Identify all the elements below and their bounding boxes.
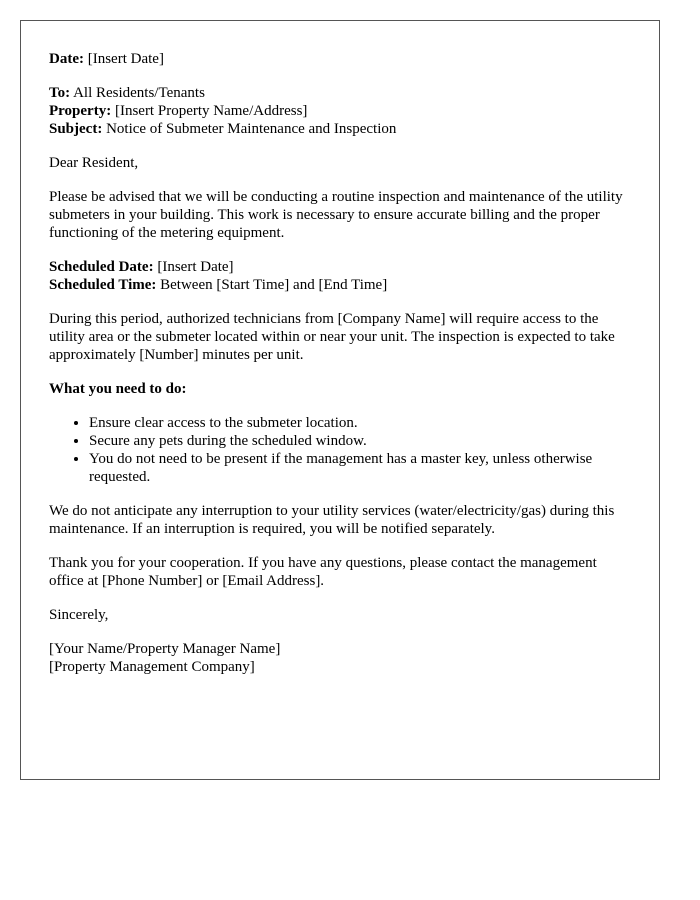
scheduled-date-line bbox=[49, 258, 631, 276]
to-line bbox=[49, 84, 631, 102]
subject-value: Notice of Submeter Maintenance and Inspection bbox=[106, 121, 397, 137]
to-label: To: bbox=[49, 85, 71, 101]
scheduled-time-line bbox=[49, 276, 631, 294]
list-item: • Ensure clear access to the submeter location. bbox=[89, 414, 631, 432]
todo-list bbox=[49, 414, 631, 486]
signature-block bbox=[49, 640, 631, 676]
scheduled-time-value: Between [Start Time] and [End Time] bbox=[160, 277, 388, 293]
thanks-paragraph: Thank you for your cooperation. If you have any questions, please contact the management office at [Phone Number] or [Email Address]. bbox=[49, 555, 597, 589]
subject-label: Subject: bbox=[49, 121, 103, 137]
interruption-paragraph: We do not anticipate any interruption to your utility services (water/electricity/gas) during this maintenance. If an interruption is required, you will be notified separately. bbox=[49, 503, 615, 537]
property-value: [Insert Property Name/Address] bbox=[114, 103, 308, 119]
greeting: Dear Resident, bbox=[49, 155, 139, 171]
property-line bbox=[49, 102, 631, 120]
list-item: • Secure any pets during the scheduled window. bbox=[89, 432, 631, 450]
date-line bbox=[49, 50, 631, 68]
signer-name: [Your Name/Property Manager Name] bbox=[49, 641, 281, 657]
date-label: Date: bbox=[49, 51, 84, 67]
letter-page bbox=[20, 20, 660, 780]
access-paragraph: During this period, authorized technicians from [Company Name] will require access to the utility area or the submeter located within or near your unit. The inspection is expected to take approximately [Number] minutes per unit. bbox=[49, 311, 615, 363]
todo-heading: What you need to do: bbox=[49, 381, 187, 397]
property-label: Property: bbox=[49, 103, 112, 119]
scheduled-date-value: [Insert Date] bbox=[157, 259, 234, 275]
intro-paragraph: Please be advised that we will be conducting a routine inspection and maintenance of the utility submeters in your building. This work is necessary to ensure accurate billing and the proper functioning of the metering equipment. bbox=[49, 189, 623, 241]
signer-company: [Property Management Company] bbox=[49, 659, 255, 675]
subject-line bbox=[49, 120, 631, 138]
to-value: All Residents/Tenants bbox=[73, 85, 205, 101]
schedule-block bbox=[49, 258, 631, 294]
scheduled-date-label: Scheduled Date: bbox=[49, 259, 154, 275]
list-item: • You do not need to be present if the management has a master key, unless otherwise requested. bbox=[89, 450, 631, 486]
scheduled-time-label: Scheduled Time: bbox=[49, 277, 157, 293]
address-block bbox=[49, 84, 631, 138]
date-value: [Insert Date] bbox=[87, 51, 164, 67]
signoff: Sincerely, bbox=[49, 607, 109, 623]
